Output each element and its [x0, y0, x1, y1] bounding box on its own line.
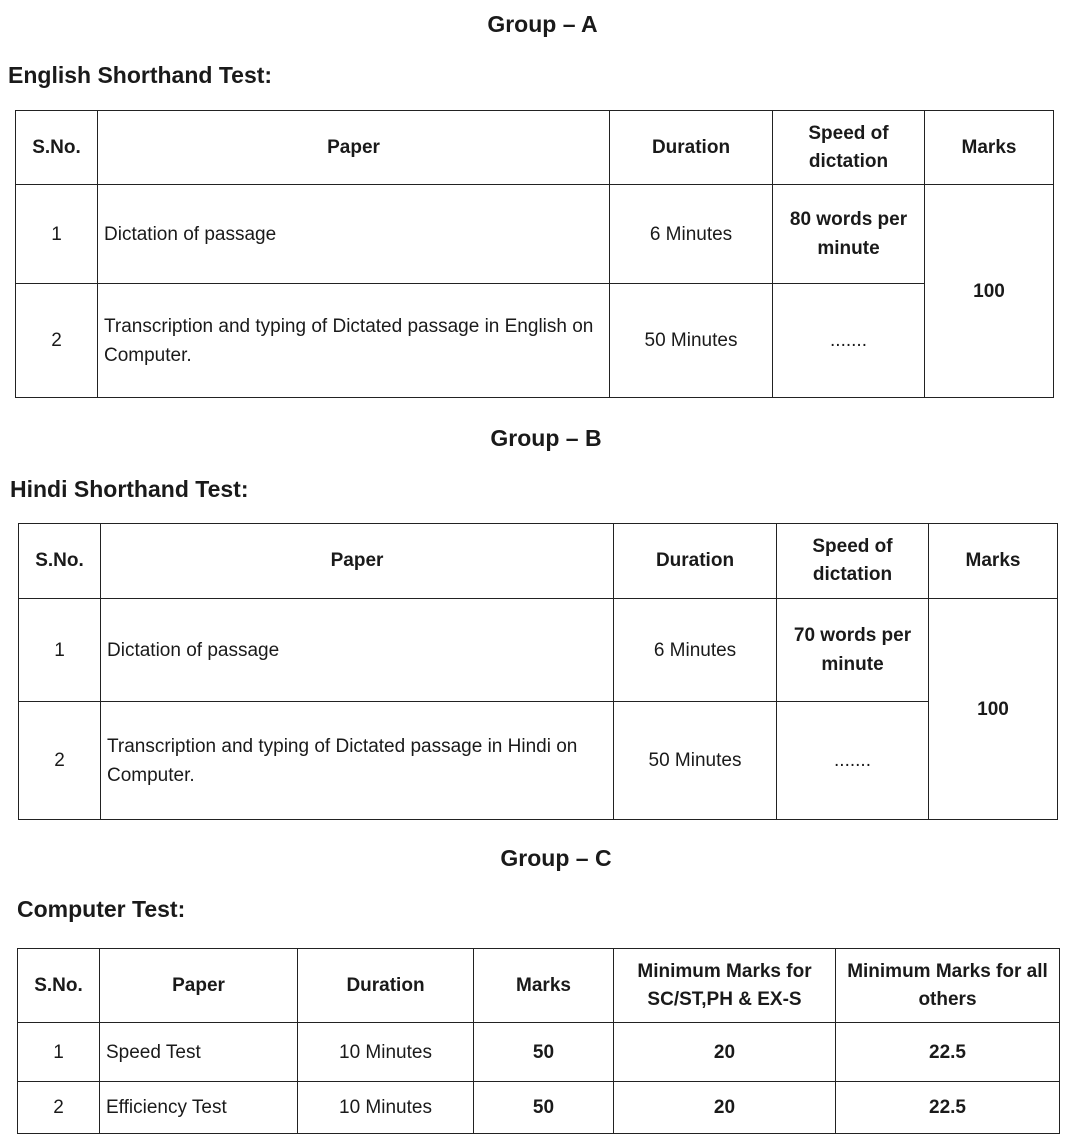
- header-marks: Marks: [474, 949, 614, 1023]
- cell-speed: 80 words per minute: [773, 185, 925, 284]
- header-speed: Speed of dictation: [773, 111, 925, 185]
- cell-sno: 1: [19, 599, 101, 702]
- cell-paper: Transcription and typing of Dictated passage in English on Computer.: [98, 284, 610, 398]
- cell-min-marks-others: 22.5: [836, 1082, 1060, 1134]
- header-sno: S.No.: [19, 524, 101, 599]
- cell-marks: 100: [929, 599, 1058, 820]
- cell-duration: 50 Minutes: [614, 702, 777, 820]
- cell-min-marks-others: 22.5: [836, 1023, 1060, 1082]
- cell-speed: .......: [777, 702, 929, 820]
- table-header-row: [16, 111, 1054, 185]
- cell-sno: 2: [19, 702, 101, 820]
- computer-test-table: [17, 948, 1060, 1134]
- cell-sno: 1: [16, 185, 98, 284]
- group-c-heading: Group – C: [500, 845, 612, 871]
- cell-duration: 6 Minutes: [610, 185, 773, 284]
- header-duration: Duration: [298, 949, 474, 1023]
- cell-paper: Dictation of passage: [98, 185, 610, 284]
- header-duration: Duration: [610, 111, 773, 185]
- cell-paper: Speed Test: [100, 1023, 298, 1082]
- group-a-heading: Group – A: [487, 11, 598, 37]
- cell-speed: 70 words per minute: [777, 599, 929, 702]
- cell-sno: 1: [18, 1023, 100, 1082]
- cell-speed: .......: [773, 284, 925, 398]
- cell-paper: Efficiency Test: [100, 1082, 298, 1134]
- table-row: [19, 599, 1058, 702]
- computer-test-title: Computer Test:: [17, 896, 186, 922]
- cell-duration: 50 Minutes: [610, 284, 773, 398]
- table-row: [18, 1082, 1060, 1134]
- english-shorthand-title: English Shorthand Test:: [8, 62, 273, 88]
- header-min-marks-others: Minimum Marks for all others: [836, 949, 1060, 1023]
- cell-min-marks-sc: 20: [614, 1082, 836, 1134]
- table-header-row: [18, 949, 1060, 1023]
- group-b-heading: Group – B: [490, 425, 602, 451]
- cell-marks: 100: [925, 185, 1054, 398]
- cell-paper: Transcription and typing of Dictated passage in Hindi on Computer.: [101, 702, 614, 820]
- header-paper: Paper: [101, 524, 614, 599]
- cell-marks: 50: [474, 1023, 614, 1082]
- header-duration: Duration: [614, 524, 777, 599]
- header-marks: Marks: [929, 524, 1058, 599]
- header-paper: Paper: [98, 111, 610, 185]
- cell-duration: 10 Minutes: [298, 1082, 474, 1134]
- table-row: [16, 284, 1054, 398]
- cell-duration: 6 Minutes: [614, 599, 777, 702]
- cell-marks: 50: [474, 1082, 614, 1134]
- cell-min-marks-sc: 20: [614, 1023, 836, 1082]
- cell-duration: 10 Minutes: [298, 1023, 474, 1082]
- hindi-shorthand-title: Hindi Shorthand Test:: [10, 476, 249, 502]
- english-shorthand-table: [15, 110, 1054, 398]
- header-min-marks-sc: Minimum Marks for SC/ST,PH & EX-S: [614, 949, 836, 1023]
- table-row: [19, 702, 1058, 820]
- header-speed: Speed of dictation: [777, 524, 929, 599]
- table-row: [16, 185, 1054, 284]
- table-row: [18, 1023, 1060, 1082]
- hindi-shorthand-table: [18, 523, 1058, 820]
- table-header-row: [19, 524, 1058, 599]
- header-sno: S.No.: [16, 111, 98, 185]
- cell-paper: Dictation of passage: [101, 599, 614, 702]
- cell-sno: 2: [18, 1082, 100, 1134]
- cell-sno: 2: [16, 284, 98, 398]
- header-paper: Paper: [100, 949, 298, 1023]
- header-sno: S.No.: [18, 949, 100, 1023]
- header-marks: Marks: [925, 111, 1054, 185]
